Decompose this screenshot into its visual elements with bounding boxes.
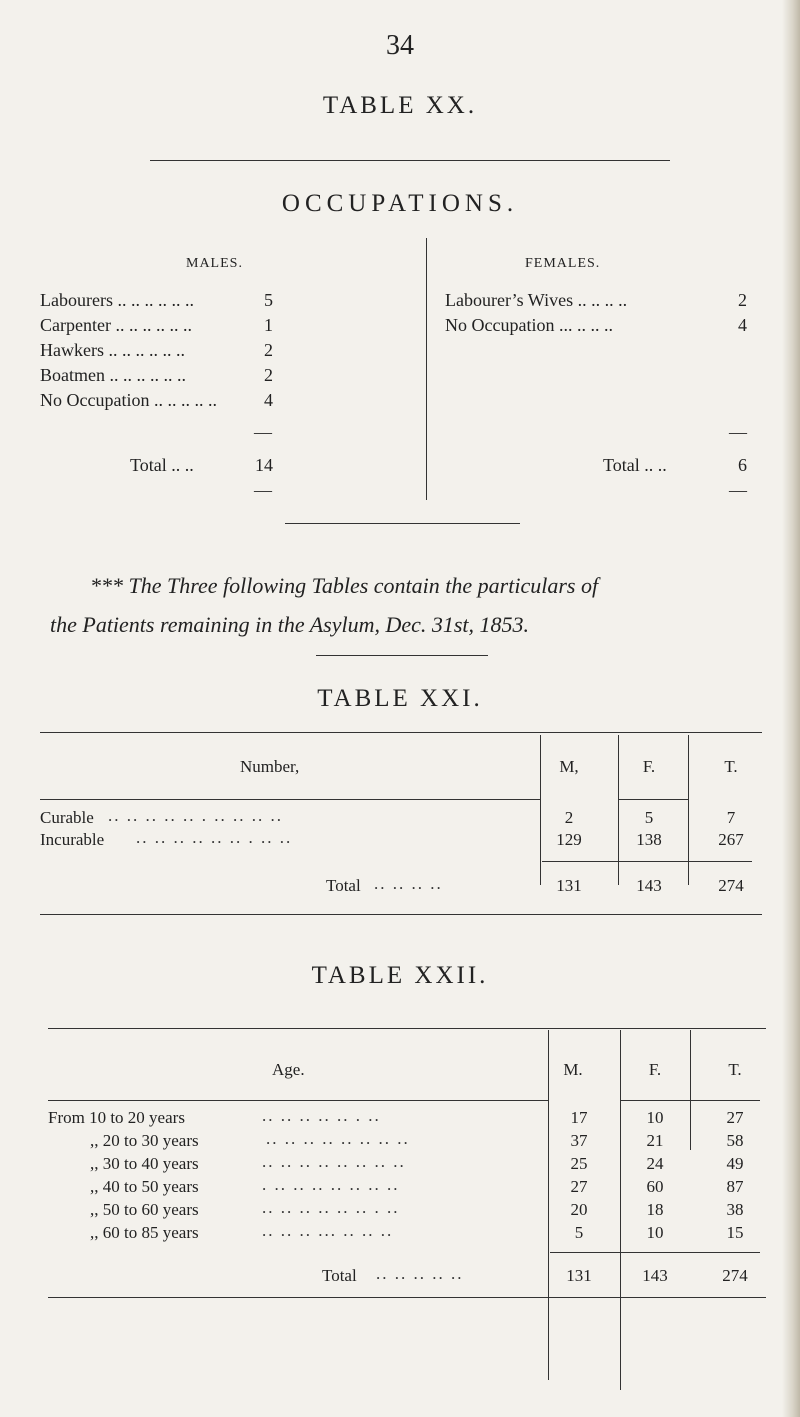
table-cell: 25 [570,1154,588,1173]
males-row-value: 2 [264,340,273,360]
table-cell: 60 [646,1177,664,1196]
table-row-label: ,, 30 to 40 years [90,1154,199,1173]
males-row-value: 5 [264,290,273,310]
occupations-heading: OCCUPATIONS. [281,190,519,217]
females-total-label: Total .. .. [603,455,667,475]
table-cell: 267 [718,830,744,849]
males-heading: MALES. [186,256,243,271]
females-heading: FEMALES. [525,256,601,271]
table-cell: 21 [646,1131,664,1150]
sum-rule: — [729,480,747,500]
leader-dots: .. .. .. .. .. .. . .. [262,1198,400,1217]
table-cell: 37 [570,1131,588,1150]
column-divider [690,1030,691,1150]
header-rule [40,799,540,800]
table-total-label: Total [326,876,361,895]
leader-dots: . .. .. .. .. .. .. .. [262,1175,400,1194]
table-cell: 131 [566,1266,592,1285]
leader-dots: .. .. .. .. .. .. . .. .. [136,828,293,847]
females-row-value: 4 [738,315,747,335]
table-cell: 10 [646,1223,664,1242]
males-row-label: Hawkers .. .. .. .. .. .. [40,340,185,360]
sum-rule: — [254,480,272,500]
table-xxii-col-header: T. [728,1060,742,1079]
leader-dots: .. .. .. .. .. . .. [262,1106,381,1125]
females-total-value: 6 [738,455,747,475]
note-line-2: the Patients remaining in the Asylum, Dec. 31st, 1853. [50,612,530,637]
table-xxi-bottom-rule [40,914,762,915]
total-rule [542,861,752,862]
column-divider [426,238,427,500]
table-cell: 27 [726,1108,744,1127]
males-row-label: Carpenter .. .. .. .. .. .. [40,315,192,335]
table-cell: 2 [564,808,574,827]
table-xxii-col-header: F. [648,1060,662,1079]
females-row-label: Labourer’s Wives .. .. .. .. [445,290,628,310]
table-xxi-col-header: M, [559,757,579,776]
divider [316,655,488,656]
table-cell: 38 [726,1200,744,1219]
table-xxii-col-header: Age. [272,1060,305,1079]
table-cell: 20 [570,1200,588,1219]
leader-dots: .. .. .. .. [374,874,443,893]
table-cell: 27 [570,1177,588,1196]
table-xxii-title: TABLE XXII. [311,962,489,989]
table-xx-title: TABLE XX. [322,92,478,119]
table-xxii-top-rule [48,1028,766,1029]
table-row-label: ,, 50 to 60 years [90,1200,199,1219]
males-total-value: 14 [255,455,273,475]
table-cell: 58 [726,1131,744,1150]
table-row-label: Incurable [40,830,105,849]
table-xxi-col-header: Number, [240,757,300,776]
table-row-label: ,, 20 to 30 years [90,1131,199,1150]
table-cell: 274 [722,1266,748,1285]
males-row-label: Boatmen .. .. .. .. .. .. [40,365,186,385]
leader-dots: .. .. .. ... .. .. .. [262,1221,394,1240]
males-row-label: Labourers .. .. .. .. .. .. [40,290,194,310]
table-xxi-col-header: T. [724,757,738,776]
leader-dots: .. .. .. .. .. .. .. .. [266,1129,410,1148]
table-cell: 143 [636,876,662,895]
column-divider [688,735,689,885]
table-cell: 274 [718,876,744,895]
table-cell: 15 [726,1223,744,1242]
males-row-value: 4 [264,390,273,410]
table-total-label: Total [322,1266,357,1285]
table-row-label: ,, 60 to 85 years [90,1223,199,1242]
table-xxii-col-header: M. [563,1060,583,1079]
males-row-value: 2 [264,365,273,385]
table-cell: 7 [726,808,736,827]
table-xxi-top-rule [40,732,762,733]
note-line-1: *** The Three following Tables contain the particulars of [90,573,599,598]
table-cell: 129 [556,830,582,849]
header-rule [48,1100,548,1101]
leader-dots: .. .. .. .. .. [376,1264,464,1283]
table-row-label: ,, 40 to 50 years [90,1177,199,1196]
males-total-label: Total .. .. [130,455,194,475]
sum-rule: — [729,422,747,442]
page-number: 34 [386,30,414,61]
leader-dots: .. .. .. .. .. . .. .. .. .. [108,806,283,825]
table-xxi-col-header: F. [642,757,656,776]
table-cell: 10 [646,1108,664,1127]
sum-rule: — [254,422,272,442]
table-cell: 49 [726,1154,744,1173]
table-cell: 143 [642,1266,668,1285]
table-cell: 5 [574,1223,584,1242]
divider [150,160,670,161]
total-rule [550,1252,760,1253]
divider [285,523,520,524]
table-cell: 17 [570,1108,588,1127]
header-rule [618,799,688,800]
table-row-label: Curable [40,808,94,827]
table-row-label: From 10 to 20 years [48,1108,185,1127]
table-cell: 5 [644,808,654,827]
table-cell: 24 [646,1154,664,1173]
table-xxii-bottom-rule [48,1297,766,1298]
males-row-label: No Occupation .. .. .. .. .. [40,390,217,410]
females-row-label: No Occupation ... .. .. .. [445,315,613,335]
leader-dots: .. .. .. .. .. .. .. .. [262,1152,406,1171]
table-cell: 131 [556,876,582,895]
table-xxi-title: TABLE XXI. [317,685,483,712]
table-cell: 87 [726,1177,744,1196]
males-row-value: 1 [264,315,273,335]
table-cell: 18 [646,1200,664,1219]
females-row-value: 2 [738,290,747,310]
table-cell: 138 [636,830,662,849]
